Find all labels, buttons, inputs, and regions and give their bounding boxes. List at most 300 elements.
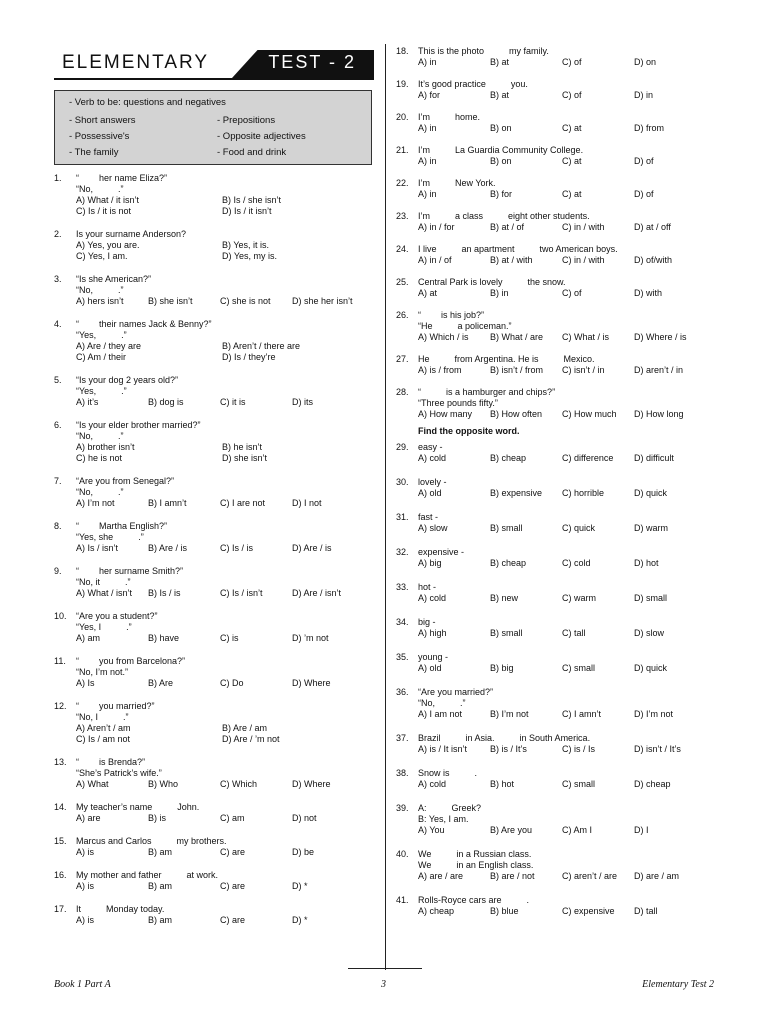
answer-option[interactable]: B) in (490, 288, 509, 298)
answer-option[interactable]: B) for (490, 189, 513, 199)
question-item (396, 244, 716, 266)
answer-option[interactable]: D) not (292, 813, 317, 823)
answer-option[interactable]: A) in (418, 57, 437, 67)
question-number: 9. (54, 566, 62, 576)
footer-rule (348, 968, 422, 969)
answer-option[interactable]: C) she is not (220, 296, 271, 306)
topic-item: - The family (69, 147, 119, 158)
answer-option[interactable]: B) I’m not (490, 709, 529, 719)
answer-option[interactable]: B) new (490, 593, 519, 603)
question-text: “Yes, .” (76, 330, 127, 340)
answer-option[interactable]: D) of/with (634, 255, 673, 265)
answer-option[interactable]: C) he is not (76, 453, 123, 463)
question-number: 39. (396, 803, 409, 813)
answer-option[interactable]: D) slow (634, 628, 665, 638)
answer-option[interactable]: A) You (418, 825, 445, 835)
question-item (54, 757, 374, 790)
answer-option[interactable]: A) old (418, 488, 442, 498)
answer-option[interactable]: C) Which (220, 779, 258, 789)
answer-option[interactable]: D) quick (634, 663, 668, 673)
question-item (54, 904, 374, 926)
answer-option[interactable]: D) ’m not (292, 633, 329, 643)
answer-option[interactable]: C) Am / their (76, 352, 127, 362)
question-number: 20. (396, 112, 409, 122)
answer-options (418, 593, 716, 604)
question-text: “Is she American?” (76, 274, 152, 284)
answer-option[interactable]: B) cheap (490, 558, 527, 568)
answer-option[interactable]: C) small (562, 779, 595, 789)
answer-option[interactable]: A) Is / isn’t (76, 543, 119, 553)
answer-option[interactable]: A) old (418, 663, 442, 673)
answer-option[interactable]: D) of (634, 156, 654, 166)
answer-options (418, 871, 716, 882)
answer-option[interactable]: C) small (562, 663, 595, 673)
answer-option[interactable]: A) high (418, 628, 447, 638)
question-text: We in a Russian class. (418, 849, 532, 859)
topic-item: - Short answers (69, 115, 136, 126)
answer-option[interactable]: C) quick (562, 523, 596, 533)
question-body (418, 354, 716, 376)
question-text: “Are you married?” (418, 687, 494, 697)
answer-option[interactable]: A) What / isn’t (76, 588, 133, 598)
answer-option[interactable]: D) Are / ’m not (222, 734, 280, 744)
question-item (396, 803, 716, 836)
answer-option[interactable]: C) cold (562, 558, 591, 568)
answer-option[interactable]: B) am (148, 915, 173, 925)
answer-option[interactable]: D) be (292, 847, 315, 857)
question-text: “ is his job?” (418, 310, 485, 320)
answer-option[interactable]: D) Where (292, 779, 331, 789)
answer-option[interactable]: D) at / off (634, 222, 671, 232)
answer-option[interactable]: C) Is / isn’t (220, 588, 263, 598)
question-item (396, 310, 716, 343)
question-text: “Are you from Senegal?” (76, 476, 175, 486)
question-number: 34. (396, 617, 409, 627)
answer-options (418, 488, 716, 499)
question-text: fast - (418, 512, 439, 522)
answer-option[interactable]: A) big (418, 558, 442, 568)
answer-option[interactable]: C) isn’t / in (562, 365, 605, 375)
question-item (54, 611, 374, 644)
answer-option[interactable]: D) How long (634, 409, 684, 419)
answer-option[interactable]: D) * (292, 881, 308, 891)
answer-option[interactable]: D) I (634, 825, 649, 835)
answer-options (418, 90, 716, 101)
answer-option[interactable]: A) in (418, 123, 437, 133)
answer-option[interactable]: C) horrible (562, 488, 605, 498)
answer-option[interactable]: D) its (292, 397, 313, 407)
answer-option[interactable]: B) What / are (490, 332, 544, 342)
question-item (54, 802, 374, 824)
question-item (54, 656, 374, 689)
answer-option[interactable]: B) Are (148, 678, 174, 688)
answer-option[interactable]: D) from (634, 123, 664, 133)
question-item (54, 375, 374, 408)
answer-options (76, 543, 374, 554)
answer-option[interactable]: A) it’s (76, 397, 99, 407)
answer-option[interactable]: B) Is / is (148, 588, 181, 598)
answer-option[interactable]: D) Are / isn’t (292, 588, 342, 598)
answer-option[interactable]: C) of (562, 288, 582, 298)
answer-option[interactable]: A) How many (418, 409, 473, 419)
question-body (418, 477, 716, 499)
question-item (396, 354, 716, 376)
question-body (418, 145, 716, 167)
answer-option[interactable]: B) are / not (490, 871, 535, 881)
answer-option[interactable]: C) Is / am not (76, 734, 131, 744)
question-number: 30. (396, 477, 409, 487)
answer-option[interactable]: A) in / of (418, 255, 452, 265)
answer-option[interactable]: D) quick (634, 488, 668, 498)
answer-option[interactable]: A) is / from (418, 365, 462, 375)
answer-option[interactable]: A) What (76, 779, 109, 789)
answer-option[interactable]: D) Where (292, 678, 331, 688)
answer-option[interactable]: D) difficult (634, 453, 674, 463)
question-text: “Three pounds fifty.” (418, 398, 498, 408)
question-text: It Monday today. (76, 904, 165, 914)
question-item (396, 768, 716, 790)
question-text: lovely - (418, 477, 447, 487)
question-item (396, 582, 716, 604)
answer-option[interactable]: C) of (562, 57, 582, 67)
answer-option[interactable]: C) are (220, 915, 246, 925)
test-header (54, 50, 374, 80)
question-body (76, 904, 374, 926)
answer-option[interactable]: B) is / It’s (490, 744, 527, 754)
answer-option[interactable]: C) at (562, 189, 582, 199)
answer-options (76, 734, 374, 745)
answer-option[interactable]: A) Which / is (418, 332, 469, 342)
question-number: 8. (54, 521, 62, 531)
question-text: “Yes, .” (76, 386, 127, 396)
answer-option[interactable]: A) I’m not (76, 498, 115, 508)
answer-option[interactable]: B) Who (148, 779, 179, 789)
question-body (418, 652, 716, 674)
answer-options (418, 332, 716, 343)
question-number: 29. (396, 442, 409, 452)
question-item (396, 211, 716, 233)
answer-option[interactable]: D) she her isn’t (292, 296, 353, 306)
question-body (76, 420, 374, 464)
answer-option[interactable]: D) I not (292, 498, 322, 508)
question-text: Central Park is lovely the snow. (418, 277, 566, 287)
answer-option[interactable]: A) slow (418, 523, 448, 533)
answer-option[interactable]: D) warm (634, 523, 668, 533)
question-number: 35. (396, 652, 409, 662)
answer-option[interactable]: C) difference (562, 453, 614, 463)
answer-option[interactable]: A) I am not (418, 709, 463, 719)
answer-option[interactable]: B) blue (490, 906, 519, 916)
answer-option[interactable]: B) isn’t / from (490, 365, 544, 375)
question-text: “ her surname Smith?” (76, 566, 184, 576)
answer-option[interactable]: A) Aren’t / am (76, 723, 131, 733)
answer-option[interactable]: C) in / with (562, 255, 605, 265)
answer-option[interactable]: D) Are / is (292, 543, 332, 553)
answer-option[interactable]: C) are (220, 847, 246, 857)
answer-option[interactable]: C) in / with (562, 222, 605, 232)
answer-options (76, 633, 374, 644)
question-text: “ is a hamburger and chips?” (418, 387, 556, 397)
answer-option[interactable]: B) on (490, 156, 512, 166)
question-text: “ their names Jack & Benny?” (76, 319, 212, 329)
answer-option[interactable]: B) I amn’t (148, 498, 187, 508)
answer-option[interactable]: A) is (76, 847, 94, 857)
question-item (54, 173, 374, 217)
question-number: 27. (396, 354, 409, 364)
answer-option[interactable]: A) cold (418, 779, 447, 789)
answer-option[interactable]: A) is / It isn’t (418, 744, 468, 754)
question-item (396, 178, 716, 200)
answer-option[interactable]: B) Yes, it is. (222, 240, 270, 250)
answer-option[interactable]: C) How much (562, 409, 617, 419)
answer-option[interactable]: B) at / with (490, 255, 533, 265)
answer-option[interactable]: C) at (562, 156, 582, 166)
answer-option[interactable]: D) Is / they’re (222, 352, 276, 362)
answer-options (418, 825, 716, 836)
answer-options (418, 123, 716, 134)
answer-option[interactable]: C) Am I (562, 825, 593, 835)
answer-options (76, 195, 374, 206)
answer-options (76, 251, 374, 262)
question-body (418, 849, 716, 882)
question-text: Is your surname Anderson? (76, 229, 187, 239)
answer-options (76, 915, 374, 926)
question-body (76, 274, 374, 307)
answer-option[interactable]: C) Yes, I am. (76, 251, 128, 261)
question-number: 33. (396, 582, 409, 592)
answer-option[interactable]: B) at (490, 57, 510, 67)
question-item (54, 420, 374, 464)
question-number: 10. (54, 611, 67, 621)
answer-option[interactable]: D) hot (634, 558, 659, 568)
question-text: “ her name Eliza?” (76, 173, 168, 183)
question-text: “No, .” (76, 487, 124, 497)
question-number: 4. (54, 319, 62, 329)
answer-option[interactable]: C) is (220, 633, 239, 643)
question-body (418, 79, 716, 101)
answer-option[interactable]: C) am (220, 813, 245, 823)
question-body (76, 836, 374, 858)
answer-option[interactable]: C) Is / is (220, 543, 253, 553)
answer-option[interactable]: D) Where / is (634, 332, 687, 342)
answer-option[interactable]: B) Are you (490, 825, 533, 835)
answer-option[interactable]: C) at (562, 123, 582, 133)
answer-option[interactable]: B) small (490, 628, 523, 638)
question-number: 5. (54, 375, 62, 385)
answer-option[interactable]: C) What / is (562, 332, 610, 342)
answer-option[interactable]: C) it is (220, 397, 246, 407)
question-body (76, 757, 374, 790)
answer-option[interactable]: B) cheap (490, 453, 527, 463)
answer-option[interactable]: B) big (490, 663, 514, 673)
question-body (418, 687, 716, 720)
question-text: “Yes, I .” (76, 622, 132, 632)
answer-option[interactable]: B) at (490, 90, 510, 100)
answer-option[interactable]: D) Yes, my is. (222, 251, 278, 261)
answer-option[interactable]: C) of (562, 90, 582, 100)
answer-option[interactable]: C) Do (220, 678, 244, 688)
answer-option[interactable]: B) on (490, 123, 512, 133)
question-text: “Is your elder brother married?” (76, 420, 201, 430)
question-number: 41. (396, 895, 409, 905)
question-text: I’m New York. (418, 178, 496, 188)
answer-options (418, 558, 716, 569)
answer-option[interactable]: A) are / are (418, 871, 464, 881)
answer-option[interactable]: B) is (148, 813, 166, 823)
answer-option[interactable]: B) he isn’t (222, 442, 263, 452)
answer-option[interactable]: D) aren’t / in (634, 365, 684, 375)
question-text: “Yes, she .” (76, 532, 144, 542)
question-body (76, 566, 374, 599)
question-text: big - (418, 617, 436, 627)
answer-option[interactable]: D) with (634, 288, 663, 298)
answer-option[interactable]: B) Are / am (222, 723, 268, 733)
answer-option[interactable]: C) I amn’t (562, 709, 602, 719)
answer-option[interactable]: B) expensive (490, 488, 543, 498)
answer-options (76, 881, 374, 892)
topic-heading: - Verb to be: questions and negatives (69, 97, 226, 108)
answer-option[interactable]: A) Yes, you are. (76, 240, 140, 250)
answer-option[interactable]: B) Aren’t / there are (222, 341, 301, 351)
answer-option[interactable]: C) is / Is (562, 744, 595, 754)
answer-option[interactable]: C) are (220, 881, 246, 891)
answer-option[interactable]: B) at / of (490, 222, 525, 232)
question-text: B: Yes, I am. (418, 814, 469, 824)
question-number: 15. (54, 836, 67, 846)
answer-option[interactable]: D) she isn’t (222, 453, 268, 463)
question-item (54, 274, 374, 307)
answer-option[interactable]: A) is (76, 915, 94, 925)
question-number: 36. (396, 687, 409, 697)
question-number: 2. (54, 229, 62, 239)
answer-option[interactable]: A) Is (76, 678, 95, 688)
question-text: It’s good practice you. (418, 79, 528, 89)
question-body (418, 310, 716, 343)
answer-option[interactable]: D) cheap (634, 779, 671, 789)
question-text: “ is Brenda?” (76, 757, 146, 767)
question-item (396, 895, 716, 917)
answer-option[interactable]: C) warm (562, 593, 596, 603)
answer-option[interactable]: D) Is / it isn’t (222, 206, 272, 216)
answer-option[interactable]: C) Is / it is not (76, 206, 132, 216)
answer-option[interactable]: B) am (148, 847, 173, 857)
question-item (54, 566, 374, 599)
question-text: easy - (418, 442, 443, 452)
answer-option[interactable]: D) tall (634, 906, 658, 916)
question-body (76, 656, 374, 689)
footer-book: Book 1 Part A (54, 979, 111, 990)
answer-option[interactable]: C) expensive (562, 906, 615, 916)
answer-option[interactable]: A) in (418, 189, 437, 199)
question-number: 38. (396, 768, 409, 778)
question-number: 37. (396, 733, 409, 743)
answer-option[interactable]: A) are (76, 813, 101, 823)
answer-option[interactable]: C) aren’t / are (562, 871, 618, 881)
question-body (418, 582, 716, 604)
answer-option[interactable]: A) for (418, 90, 441, 100)
answer-option[interactable]: C) I are not (220, 498, 266, 508)
answer-options (76, 779, 374, 790)
question-text: “ Martha English?” (76, 521, 168, 531)
question-text: Marcus and Carlos my brothers. (76, 836, 227, 846)
question-number: 17. (54, 904, 67, 914)
answer-option[interactable]: A) in / for (418, 222, 455, 232)
question-text: I’m La Guardia Community College. (418, 145, 584, 155)
question-body (76, 521, 374, 554)
question-number: 18. (396, 46, 409, 56)
answer-option[interactable]: A) cheap (418, 906, 455, 916)
answer-option[interactable]: B) hot (490, 779, 515, 789)
answer-option[interactable]: A) hers isn’t (76, 296, 124, 306)
question-number: 11. (54, 656, 66, 666)
answer-options (76, 341, 374, 352)
answer-option[interactable]: B) How often (490, 409, 543, 419)
answer-option[interactable]: D) in (634, 90, 654, 100)
header-test-label: TEST - 2 (268, 52, 356, 72)
answer-option[interactable]: D) of (634, 189, 654, 199)
answer-option[interactable]: C) tall (562, 628, 586, 638)
answer-option[interactable]: A) cold (418, 453, 447, 463)
answer-option[interactable]: B) she isn’t (148, 296, 193, 306)
question-item (396, 145, 716, 167)
question-text: This is the photo my family. (418, 46, 549, 56)
answer-option[interactable]: B) small (490, 523, 523, 533)
answer-options (418, 744, 716, 755)
answer-option[interactable]: A) What / it isn’t (76, 195, 140, 205)
question-text: My teacher’s name John. (76, 802, 200, 812)
answer-option[interactable]: A) brother isn’t (76, 442, 135, 452)
question-item (54, 836, 374, 858)
question-body (418, 512, 716, 534)
question-number: 1. (54, 173, 62, 183)
answer-options (76, 813, 374, 824)
right-question-list (396, 46, 716, 420)
answer-option[interactable]: A) in (418, 156, 437, 166)
answer-option[interactable]: B) Is / she isn’t (222, 195, 282, 205)
question-item (396, 387, 716, 420)
answer-option[interactable]: B) am (148, 881, 173, 891)
answer-option[interactable]: D) * (292, 915, 308, 925)
answer-option[interactable]: B) dog is (148, 397, 184, 407)
answer-option[interactable]: A) cold (418, 593, 447, 603)
answer-options (418, 409, 716, 420)
answer-option[interactable]: D) are / am (634, 871, 680, 881)
right-column (396, 46, 716, 917)
question-text: Snow is . (418, 768, 478, 778)
answer-options (418, 906, 716, 917)
answer-option[interactable]: A) Are / they are (76, 341, 142, 351)
answer-option[interactable]: D) isn’t / It’s (634, 744, 681, 754)
question-body (418, 733, 716, 755)
answer-option[interactable]: D) I’m not (634, 709, 674, 719)
answer-option[interactable]: B) have (148, 633, 180, 643)
question-text: “ you married?” (76, 701, 155, 711)
question-number: 23. (396, 211, 409, 221)
answer-options (76, 442, 374, 453)
question-number: 31. (396, 512, 409, 522)
question-number: 28. (396, 387, 409, 397)
answer-option[interactable]: B) Are / is (148, 543, 188, 553)
answer-option[interactable]: A) am (76, 633, 101, 643)
section-title: Find the opposite word. (418, 426, 520, 436)
answer-option[interactable]: D) small (634, 593, 667, 603)
answer-option[interactable]: A) is (76, 881, 94, 891)
question-body (418, 803, 716, 836)
question-item (396, 277, 716, 299)
answer-options (418, 57, 716, 68)
answer-option[interactable]: A) at (418, 288, 438, 298)
answer-option[interactable]: D) on (634, 57, 657, 67)
